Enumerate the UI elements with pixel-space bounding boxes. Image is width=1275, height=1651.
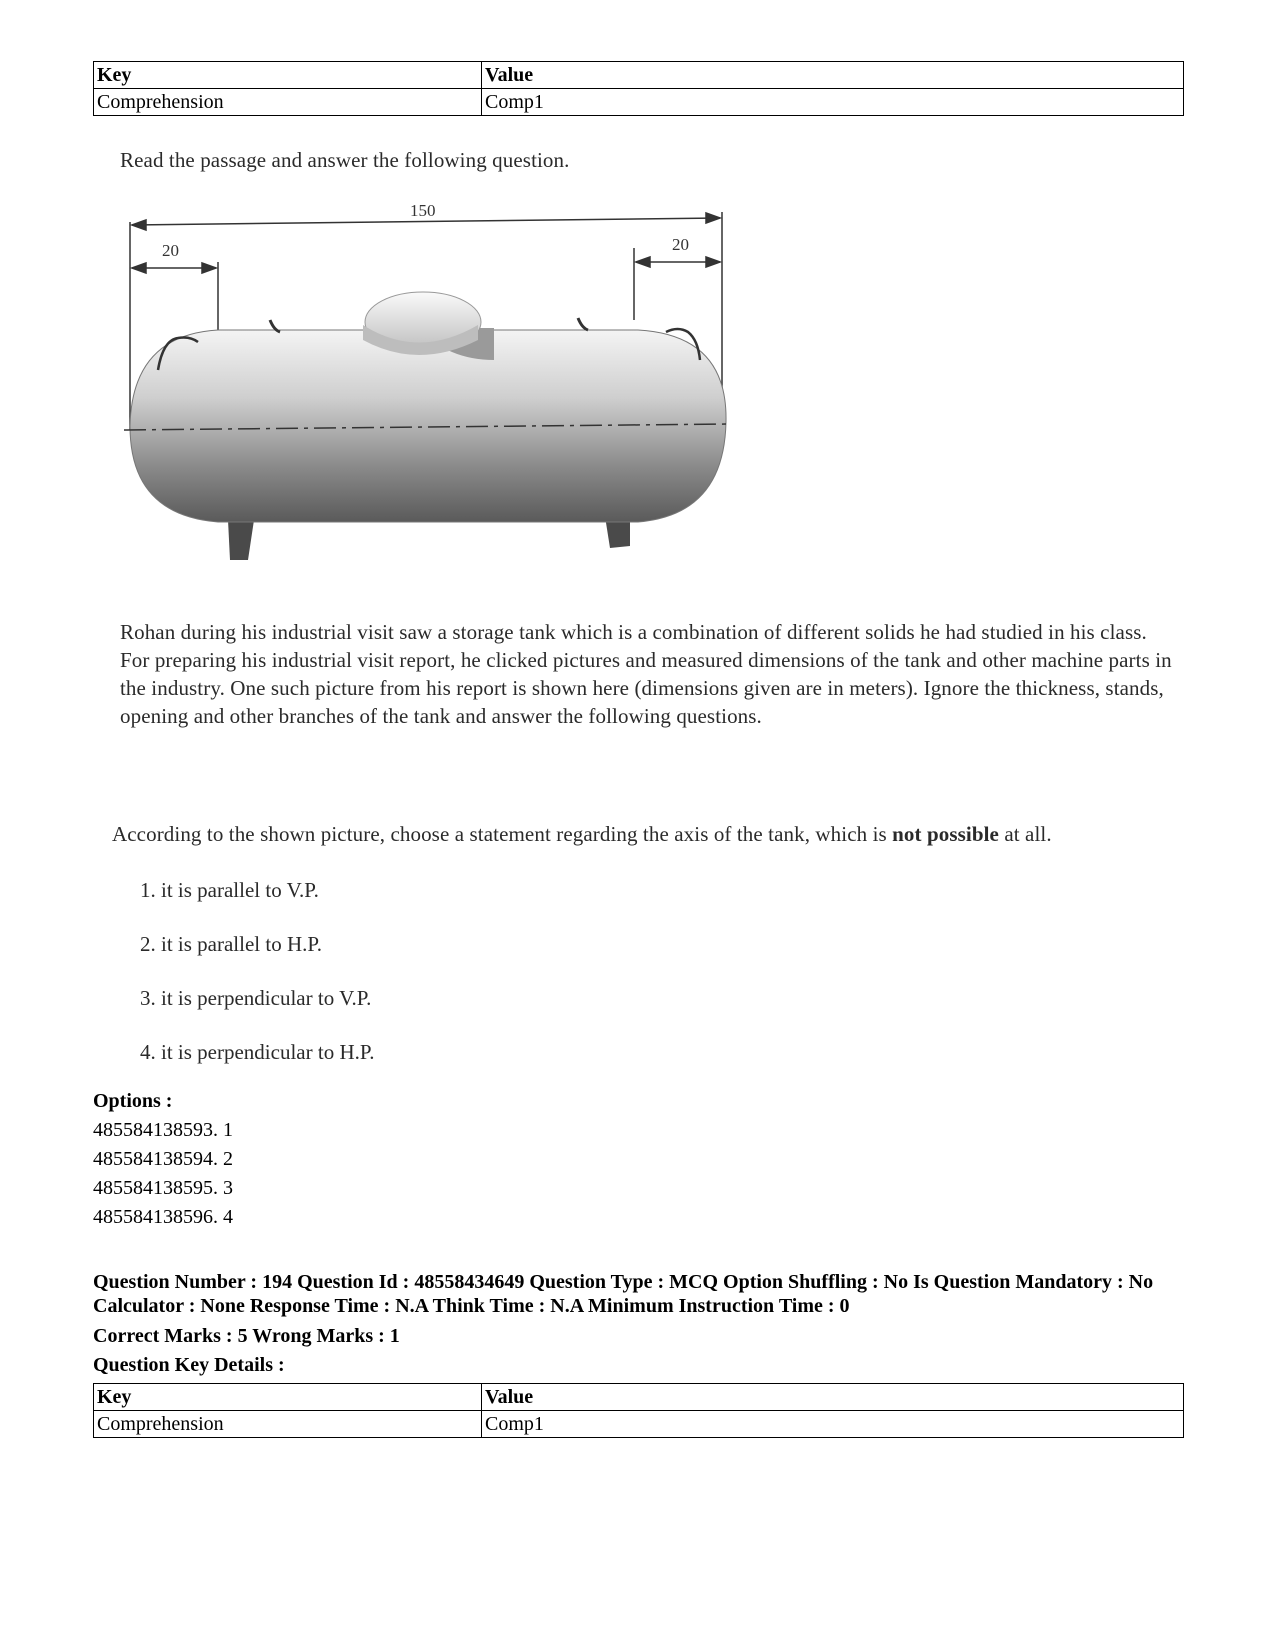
statement-3: 3. it is perpendicular to V.P. xyxy=(140,986,372,1010)
marks-line: Correct Marks : 5 Wrong Marks : 1 xyxy=(93,1325,400,1347)
header-key: Key xyxy=(94,62,482,89)
dimension-left-label: 20 xyxy=(162,241,179,260)
option-item-1: 485584138593. 1 xyxy=(93,1119,233,1141)
table-row xyxy=(94,89,1184,116)
question-meta: Question Number : 194 Question Id : 48558434649 Question Type : MCQ Option Shuffling : No Is Question Mandatory : No Calculator : None Response Time : N.A Think Time : N.A Minimum Instruction Time : 0 xyxy=(93,1271,1154,1317)
table-header-row xyxy=(94,1384,1184,1411)
dimension-right-label: 20 xyxy=(672,235,689,254)
question-text-after: at all. xyxy=(998,822,1052,846)
table-row xyxy=(94,1411,1184,1438)
dimension-150-label: 150 xyxy=(410,201,436,220)
question-text xyxy=(112,822,1052,847)
key-details-label: Question Key Details : xyxy=(93,1354,285,1376)
statement-2: 2. it is parallel to H.P. xyxy=(140,932,322,956)
row-value: Comp1 xyxy=(482,1411,1184,1438)
instruction-text: Read the passage and answer the following question. xyxy=(120,148,570,172)
options-label: Options : xyxy=(93,1090,173,1112)
option-item-2: 485584138594. 2 xyxy=(93,1148,233,1170)
row-value: Comp1 xyxy=(482,89,1184,116)
header-key: Key xyxy=(94,1384,482,1411)
row-key: Comprehension xyxy=(94,1411,482,1438)
passage-text: Rohan during his industrial visit saw a storage tank which is a combination of different solids he had studied in his class. For preparing his industrial visit report, he clicked pictures and measured dimensions of the tank and other machine parts in the industry. One such picture from his report is shown here (dimensions given are in meters). Ignore the thickness, stands, opening and other branches of the tank and answer the following questions. xyxy=(120,620,1172,728)
tank-hook-right xyxy=(578,318,588,330)
question-key-table-bottom xyxy=(93,1383,1184,1438)
statement-1: 1. it is parallel to V.P. xyxy=(140,878,319,902)
question-emphasis: not possible xyxy=(892,822,999,846)
option-item-3: 485584138595. 3 xyxy=(93,1177,233,1199)
table-header-row xyxy=(94,62,1184,89)
tank-stand-left xyxy=(228,520,254,560)
option-item-4: 485584138596. 4 xyxy=(93,1206,233,1228)
storage-tank-figure xyxy=(118,200,768,600)
question-text-before: According to the shown picture, choose a statement regarding the axis of the tank, which is xyxy=(112,822,893,846)
statement-4: 4. it is perpendicular to H.P. xyxy=(140,1040,375,1064)
question-key-table-top xyxy=(93,61,1184,116)
row-key: Comprehension xyxy=(94,89,482,116)
tank-body xyxy=(130,330,726,522)
header-value: Value xyxy=(482,62,1184,89)
header-value: Value xyxy=(482,1384,1184,1411)
